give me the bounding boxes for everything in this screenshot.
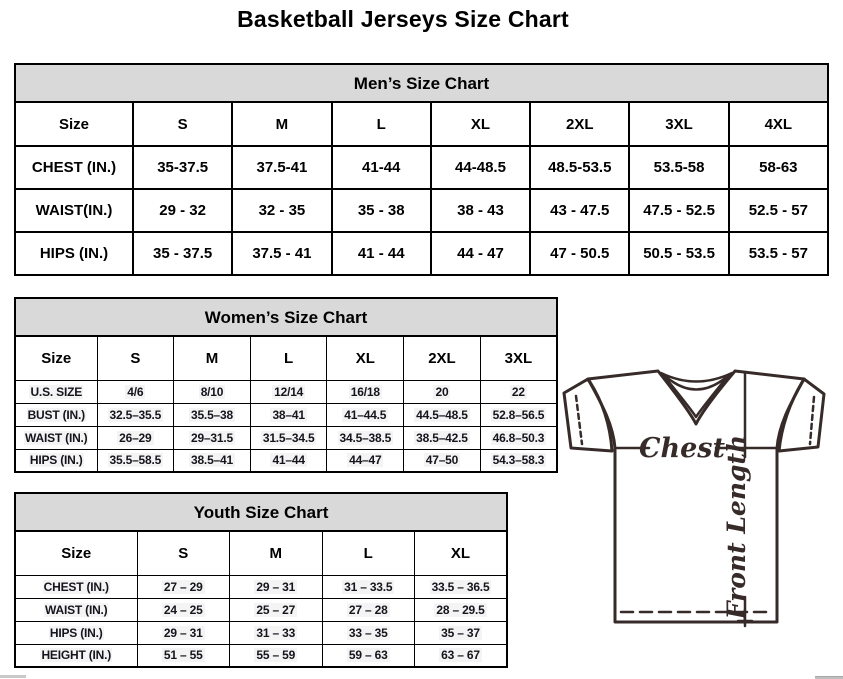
size-cell-text: 47–50 [425, 453, 459, 468]
column-header-text: 3XL [504, 349, 533, 367]
mens-size-table [14, 101, 829, 276]
size-cell-text: 37.5-41 [256, 159, 308, 176]
size-cell-text: 26–29 [119, 430, 152, 445]
size-cell [137, 598, 230, 621]
column-header-text: L [376, 115, 386, 133]
size-cell-text: 43 - 47.5 [550, 202, 610, 219]
size-cell-text: 44–47 [349, 453, 382, 468]
size-row-header-text: Size [61, 544, 92, 562]
jersey-measurement-diagram [555, 360, 843, 672]
size-cell [415, 575, 508, 598]
size-cell [404, 449, 481, 472]
size-cell [327, 426, 404, 449]
size-cell [174, 380, 251, 403]
row-label-text: HIPS (IN.) [29, 453, 83, 468]
size-cell-text: 53.5-58 [653, 159, 705, 176]
size-cell [232, 189, 331, 232]
size-cell-text: 38.5–41 [190, 453, 233, 468]
row-label [15, 380, 97, 403]
size-cell [480, 426, 557, 449]
header-row [15, 102, 828, 146]
size-cell [729, 232, 828, 275]
column-header-text: S [178, 544, 189, 562]
size-cell-text: 38.5–42.5 [416, 430, 468, 445]
size-cell [530, 232, 629, 275]
row-label [15, 575, 137, 598]
size-cell [133, 146, 232, 189]
size-cell [137, 575, 230, 598]
size-cell [327, 380, 404, 403]
size-cell-text: 51 – 55 [163, 648, 203, 663]
size-cell-text: 52.5 - 57 [748, 202, 808, 219]
size-cell-text: 29–31.5 [190, 430, 233, 445]
size-cell-text: 34.5–38.5 [339, 430, 392, 445]
size-cell-text: 52.8–56.5 [492, 407, 545, 422]
size-cell-text: 44 - 47 [457, 245, 504, 262]
size-cell-text: 50.5 - 53.5 [643, 245, 715, 262]
size-cell-text: 29 - 32 [159, 202, 206, 219]
size-cell [332, 189, 431, 232]
size-cell-text: 25 – 27 [256, 602, 296, 617]
size-cell-text: 63 – 67 [441, 648, 480, 663]
size-cell-text: 59 – 63 [348, 648, 388, 663]
size-cell [322, 575, 415, 598]
size-cell-text: 46.8–50.3 [492, 430, 545, 445]
column-header-text: 4XL [764, 115, 793, 133]
size-cell [250, 426, 327, 449]
row-label-text: WAIST (IN.) [45, 602, 108, 617]
size-cell-text: 47.5 - 52.5 [643, 202, 715, 219]
column-header [404, 336, 481, 380]
size-cell [480, 403, 557, 426]
size-cell [415, 598, 508, 621]
size-cell-text: 35 - 37.5 [153, 245, 213, 262]
column-header-text: 2XL [566, 115, 594, 133]
column-header [415, 531, 508, 575]
row-label [15, 644, 137, 667]
row-label-text: HIPS (IN.) [49, 625, 103, 640]
row-label [15, 621, 137, 644]
size-cell [174, 426, 251, 449]
size-cell [332, 232, 431, 275]
row-label [15, 403, 97, 426]
column-header-text: XL [450, 544, 471, 562]
size-cell [137, 644, 230, 667]
row-label-text: HIPS (IN.) [39, 245, 109, 262]
size-cell-text: 44.5–48.5 [416, 407, 468, 422]
size-cell-text: 27 – 29 [163, 579, 203, 594]
row-label [15, 426, 97, 449]
column-header-text: 3XL [665, 115, 693, 133]
jersey-body-outline [588, 371, 804, 622]
size-cell [133, 189, 232, 232]
row-label [15, 189, 133, 232]
size-cell-text: 41–44.5 [344, 407, 387, 422]
size-cell-text: 41–44 [272, 453, 305, 468]
size-cell [327, 403, 404, 426]
row-label [15, 146, 133, 189]
size-cell-text: 29 – 31 [163, 625, 203, 640]
column-header [327, 336, 404, 380]
column-header-text: 2XL [428, 349, 456, 367]
womens-size-table [14, 335, 558, 473]
size-cell [250, 449, 327, 472]
size-cell [327, 449, 404, 472]
size-cell-text: 20 [435, 384, 449, 399]
size-cell [729, 146, 828, 189]
table-row [15, 426, 557, 449]
size-cell-text: 16/18 [350, 384, 380, 399]
size-cell [332, 146, 431, 189]
column-header [137, 531, 230, 575]
row-label [15, 449, 97, 472]
column-header [97, 336, 174, 380]
size-cell [729, 189, 828, 232]
size-cell [415, 621, 508, 644]
page-title: Basketball Jerseys Size Chart [237, 6, 569, 32]
column-header [332, 102, 431, 146]
size-cell-text: 22 [511, 384, 525, 399]
size-cell-text: 38–41 [272, 407, 305, 422]
size-cell [174, 449, 251, 472]
size-cell-text: 28 – 29.5 [436, 602, 485, 617]
size-cell [137, 621, 230, 644]
size-row-header [15, 102, 133, 146]
size-cell-text: 31 – 33.5 [344, 579, 393, 594]
column-header-text: M [205, 349, 219, 367]
size-cell [97, 380, 174, 403]
row-label-text: BUST (IN.) [27, 407, 85, 422]
size-cell [174, 403, 251, 426]
womens-size-chart-section [14, 297, 558, 473]
size-cell-text: 48.5-53.5 [548, 159, 612, 176]
row-label-text: WAIST(IN.) [35, 202, 113, 219]
size-cell [404, 426, 481, 449]
size-cell-text: 41 - 44 [357, 245, 405, 262]
size-row-header-text: Size [41, 349, 72, 367]
header-row [15, 531, 507, 575]
row-label [15, 232, 133, 275]
column-header-text: L [363, 544, 373, 562]
row-label-text: CHEST (IN.) [43, 579, 109, 594]
column-header [133, 102, 232, 146]
front-length-label: Front Length [722, 434, 751, 620]
size-cell [530, 189, 629, 232]
table-row [15, 644, 507, 667]
size-cell [97, 449, 174, 472]
column-header-text: XL [470, 115, 491, 133]
size-cell-text: 54.3–58.3 [492, 453, 545, 468]
size-cell-text: 35 – 37 [441, 625, 480, 640]
scrollbar-fragment-left[interactable] [0, 675, 26, 678]
column-header [431, 102, 530, 146]
size-cell-text: 37.5 - 41 [252, 245, 312, 262]
column-header [232, 102, 331, 146]
size-cell-text: 27 – 28 [348, 602, 388, 617]
size-cell-text: 33 – 35 [348, 625, 388, 640]
sleeve-cuff-dash-right [810, 397, 814, 444]
size-cell [530, 146, 629, 189]
size-cell [97, 426, 174, 449]
header-row [15, 336, 557, 380]
column-header-text: S [130, 349, 141, 367]
size-cell [322, 598, 415, 621]
size-cell [250, 380, 327, 403]
column-header [729, 102, 828, 146]
table-row [15, 189, 828, 232]
size-cell [97, 403, 174, 426]
size-cell-text: 35.5–58.5 [109, 453, 162, 468]
size-cell-text: 47 - 50.5 [550, 245, 610, 262]
size-cell-text: 32 - 35 [258, 202, 306, 219]
mens-size-chart-section [14, 63, 829, 276]
size-cell-text: 44-48.5 [455, 159, 506, 176]
size-cell-text: 58-63 [759, 159, 798, 176]
column-header [174, 336, 251, 380]
size-cell [230, 575, 323, 598]
size-cell-text: 35 - 38 [357, 202, 405, 219]
chest-label: Chest [639, 433, 725, 464]
size-cell [415, 644, 508, 667]
size-cell-text: 53.5 - 57 [748, 245, 808, 262]
column-header [629, 102, 728, 146]
jersey-left-sleeve [564, 379, 612, 451]
size-cell [250, 403, 327, 426]
size-cell-text: 31.5–34.5 [262, 430, 315, 445]
size-cell-text: 35.5–38 [190, 407, 233, 422]
size-row-header-text: Size [58, 115, 89, 133]
size-cell [232, 232, 331, 275]
youth-size-table [14, 530, 508, 668]
column-header [480, 336, 557, 380]
column-header-text: L [284, 349, 294, 367]
size-cell-text: 32.5–35.5 [109, 407, 162, 422]
column-header-text: XL [355, 349, 375, 367]
womens-chart-title: Women’s Size Chart [14, 297, 558, 337]
youth-size-chart-section [14, 492, 508, 668]
mens-chart-title: Men’s Size Chart [14, 63, 829, 103]
size-cell [322, 644, 415, 667]
table-row [15, 598, 507, 621]
size-cell-text: 31 – 33 [256, 625, 296, 640]
table-row [15, 621, 507, 644]
table-row [15, 380, 557, 403]
size-cell [629, 189, 728, 232]
size-cell [230, 644, 323, 667]
size-cell [404, 380, 481, 403]
column-header [322, 531, 415, 575]
size-cell [480, 380, 557, 403]
size-cell-text: 8/10 [200, 384, 224, 399]
size-cell [230, 598, 323, 621]
sleeve-cuff-dash-left [576, 396, 582, 444]
jersey-right-sleeve [779, 379, 824, 451]
table-row [15, 232, 828, 275]
column-header [530, 102, 629, 146]
size-cell [431, 146, 530, 189]
column-header-text: M [269, 544, 282, 562]
size-cell-text: 29 – 31 [256, 579, 296, 594]
size-cell-text: 35-37.5 [157, 159, 209, 176]
column-header [230, 531, 323, 575]
row-label [15, 598, 137, 621]
size-cell [232, 146, 331, 189]
row-label-text: CHEST (IN.) [31, 159, 117, 176]
row-label-text: U.S. SIZE [30, 384, 83, 399]
size-cell [629, 232, 728, 275]
size-cell-text: 4/6 [127, 384, 144, 399]
size-cell-text: 24 – 25 [163, 602, 203, 617]
size-row-header [15, 336, 97, 380]
size-cell [230, 621, 323, 644]
size-cell [480, 449, 557, 472]
size-cell [404, 403, 481, 426]
size-cell-text: 41-44 [362, 159, 401, 176]
size-cell [629, 146, 728, 189]
table-row [15, 449, 557, 472]
size-cell [322, 621, 415, 644]
column-header-text: S [177, 115, 188, 133]
size-cell-text: 55 – 59 [256, 648, 296, 663]
table-row [15, 403, 557, 426]
row-label-text: WAIST (IN.) [25, 430, 88, 445]
size-cell [133, 232, 232, 275]
size-row-header [15, 531, 137, 575]
size-cell-text: 38 - 43 [457, 202, 504, 219]
column-header [250, 336, 327, 380]
size-cell [431, 232, 530, 275]
size-cell-text: 12/14 [274, 384, 304, 399]
row-label-text: HEIGHT (IN.) [41, 648, 112, 663]
column-header-text: M [275, 115, 289, 133]
size-cell [431, 189, 530, 232]
youth-chart-title: Youth Size Chart [14, 492, 508, 532]
size-cell-text: 33.5 – 36.5 [431, 579, 490, 594]
table-row [15, 146, 828, 189]
table-row [15, 575, 507, 598]
